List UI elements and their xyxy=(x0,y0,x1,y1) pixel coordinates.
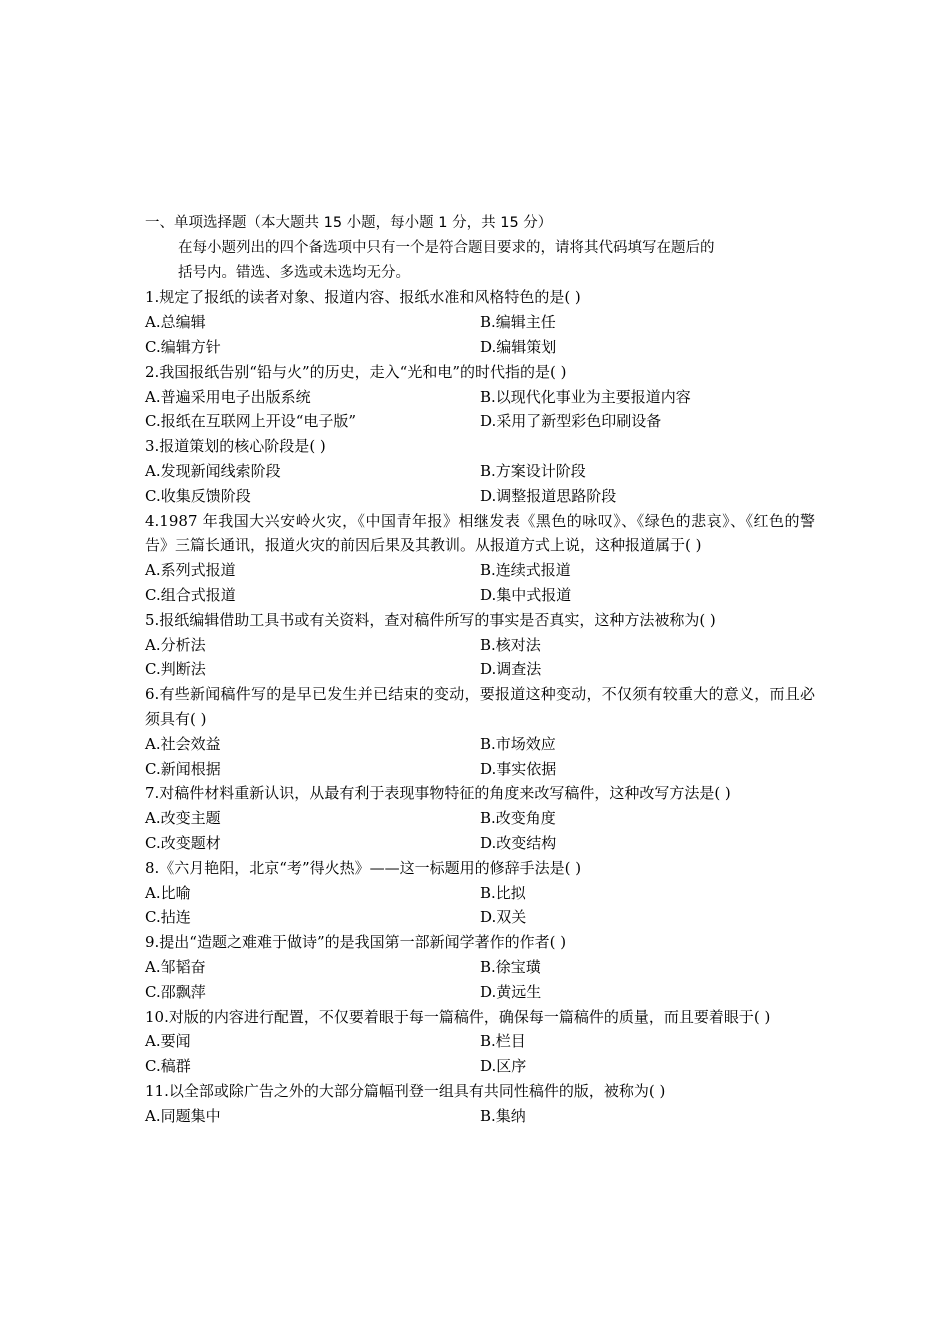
options-row xyxy=(145,335,815,360)
options-row xyxy=(145,831,815,856)
option-d: D.区序 xyxy=(480,1057,527,1076)
options-row xyxy=(145,310,815,335)
options-row xyxy=(145,558,815,583)
option-c: C.邵飘萍 xyxy=(145,982,206,1001)
option-a: A.普遍采用电子出版系统 xyxy=(145,387,311,406)
option-b: B.比拟 xyxy=(480,883,526,902)
question-1: 1.规定了报纸的读者对象、报道内容、报纸水准和风格特色的是( ) xyxy=(145,288,581,307)
options-row xyxy=(145,583,815,608)
question-5: 5.报纸编辑借助工具书或有关资料，查对稿件所写的事实是否真实，这种方法被称为( ) xyxy=(145,610,716,629)
option-a: A.要闻 xyxy=(145,1032,191,1051)
question-3: 3.报道策划的核心阶段是( ) xyxy=(145,437,326,456)
option-c: C.拈连 xyxy=(145,908,191,927)
option-c: C.改变题材 xyxy=(145,833,221,852)
question-7: 7.对稿件材料重新认识，从最有利于表现事物特征的角度来改写稿件，这种改写方法是( ) xyxy=(145,784,731,803)
options-row xyxy=(145,484,815,509)
option-d: D.双关 xyxy=(480,908,527,927)
option-d: D.调查法 xyxy=(480,660,542,679)
option-b: B.连续式报道 xyxy=(480,561,571,580)
options-row xyxy=(145,409,815,434)
option-d: D.编辑策划 xyxy=(480,337,557,356)
question-8: 8.《六月艳阳，北京“考”得火热》——这一标题用的修辞手法是( ) xyxy=(145,858,582,877)
option-b: B.方案设计阶段 xyxy=(480,461,586,480)
options-row xyxy=(145,806,815,831)
option-b: B.改变角度 xyxy=(480,809,556,828)
option-c: C.新闻根据 xyxy=(145,759,221,778)
option-a: A.改变主题 xyxy=(145,809,221,828)
option-d: D.改变结构 xyxy=(480,833,557,852)
question-11: 11.以全部或除广告之外的大部分篇幅刊登一组具有共同性稿件的版，被称为( ) xyxy=(145,1081,666,1100)
options-row xyxy=(145,459,815,484)
option-c: C.组合式报道 xyxy=(145,585,236,604)
option-b: B.徐宝璜 xyxy=(480,957,541,976)
options-row xyxy=(145,633,815,658)
option-b: B.集纳 xyxy=(480,1106,526,1125)
options-row xyxy=(145,955,815,980)
question-9: 9.提出“造题之难难于做诗”的是我国第一部新闻学著作的作者( ) xyxy=(145,933,567,952)
option-a: A.发现新闻线索阶段 xyxy=(145,461,281,480)
options-row xyxy=(145,980,815,1005)
option-d: D.采用了新型彩色印刷设备 xyxy=(480,412,662,431)
option-c: C.收集反馈阶段 xyxy=(145,486,251,505)
option-d: D.事实依据 xyxy=(480,759,557,778)
option-d: D.集中式报道 xyxy=(480,585,572,604)
option-a: A.邹韬奋 xyxy=(145,957,206,976)
option-a: A.系列式报道 xyxy=(145,561,236,580)
question-4: 4.1987 年我国大兴安岭火灾，《中国青年报》相继发表《黑色的咏叹》、《绿色的悲哀》、《红色的警告》三篇长通讯，报道火灾的前因后果及其教训。从报道方式上说，这种报道属于( ) xyxy=(145,511,815,555)
options-row xyxy=(145,732,815,757)
option-c: C.稿群 xyxy=(145,1057,191,1076)
question-2: 2.我国报纸告别“铅与火”的历史，走入“光和电”的时代指的是( ) xyxy=(145,362,567,381)
option-a: A.总编辑 xyxy=(145,313,206,332)
option-a: A.比喻 xyxy=(145,883,191,902)
option-a: A.分析法 xyxy=(145,635,206,654)
option-b: B.栏目 xyxy=(480,1032,526,1051)
options-row xyxy=(145,1029,815,1054)
question-6: 6.有些新闻稿件写的是早已发生并已结束的变动，要报道这种变动，不仅须有较重大的意义，而且必须具有( ) xyxy=(145,685,815,728)
option-b: B.以现代化事业为主要报道内容 xyxy=(480,387,691,406)
section-title: 一、单项选择题（本大题共 15 小题，每小题 1 分，共 15 分） xyxy=(145,215,553,231)
option-b: B.市场效应 xyxy=(480,734,556,753)
option-c: C.判断法 xyxy=(145,660,206,679)
option-b: B.编辑主任 xyxy=(480,313,556,332)
option-b: B.核对法 xyxy=(480,635,541,654)
options-row xyxy=(145,385,815,410)
option-a: A.社会效益 xyxy=(145,734,221,753)
options-row xyxy=(145,881,815,906)
options-row xyxy=(145,657,815,682)
exam-content xyxy=(145,211,815,1128)
question-10: 10.对版的内容进行配置，不仅要着眼于每一篇稿件，确保每一篇稿件的质量，而且要着眼于( ) xyxy=(145,1007,771,1026)
option-c: C.编辑方针 xyxy=(145,337,221,356)
options-row xyxy=(145,905,815,930)
options-row xyxy=(145,1054,815,1079)
instruction-line-1: 在每小题列出的四个备选项中只有一个是符合题目要求的，请将其代码填写在题后的 xyxy=(178,239,715,256)
option-d: D.黄远生 xyxy=(480,982,542,1001)
instruction-line-2: 括号内。错选、多选或未选均无分。 xyxy=(178,264,410,281)
option-d: D.调整报道思路阶段 xyxy=(480,486,617,505)
option-a: A.同题集中 xyxy=(145,1106,221,1125)
options-row xyxy=(145,757,815,782)
options-row xyxy=(145,1104,815,1129)
option-c: C.报纸在互联网上开设“电子版” xyxy=(145,412,357,431)
